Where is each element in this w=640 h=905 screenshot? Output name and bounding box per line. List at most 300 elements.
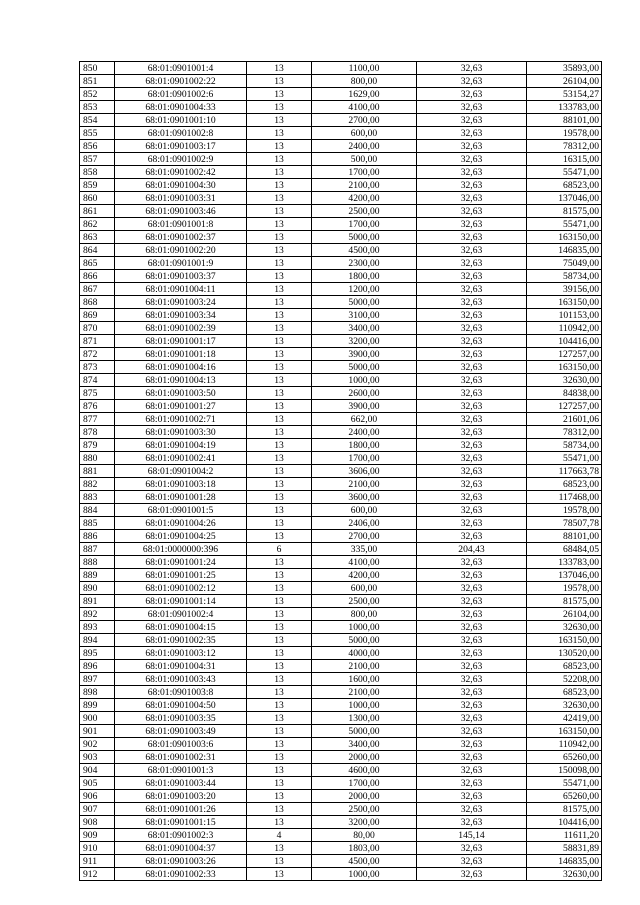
area-cell: 1800,00	[312, 439, 417, 452]
cadastral-number-cell: 68:01:0901002:3	[115, 829, 247, 842]
category-code-cell: 13	[247, 660, 312, 673]
value-cell: 11611,20	[527, 829, 602, 842]
category-code-cell: 13	[247, 296, 312, 309]
row-number-cell: 871	[80, 335, 115, 348]
table-row	[80, 725, 602, 738]
value-cell: 163150,00	[527, 296, 602, 309]
row-number-cell: 877	[80, 413, 115, 426]
cadastral-number-cell: 68:01:0901003:43	[115, 673, 247, 686]
rate-cell: 32,63	[417, 842, 527, 855]
rate-cell: 32,63	[417, 75, 527, 88]
area-cell: 2500,00	[312, 803, 417, 816]
cadastral-number-cell: 68:01:0901004:26	[115, 517, 247, 530]
table-row	[80, 491, 602, 504]
cadastral-number-cell: 68:01:0901001:3	[115, 764, 247, 777]
cadastral-number-cell: 68:01:0901003:24	[115, 296, 247, 309]
row-number-cell: 872	[80, 348, 115, 361]
area-cell: 80,00	[312, 829, 417, 842]
area-cell: 4100,00	[312, 101, 417, 114]
rate-cell: 32,63	[417, 478, 527, 491]
value-cell: 146835,00	[527, 244, 602, 257]
table-row	[80, 413, 602, 426]
value-cell: 55471,00	[527, 218, 602, 231]
rate-cell: 32,63	[417, 231, 527, 244]
category-code-cell: 13	[247, 270, 312, 283]
row-number-cell: 864	[80, 244, 115, 257]
rate-cell: 32,63	[417, 218, 527, 231]
row-number-cell: 861	[80, 205, 115, 218]
category-code-cell: 13	[247, 140, 312, 153]
category-code-cell: 13	[247, 88, 312, 101]
table-row	[80, 387, 602, 400]
cadastral-number-cell: 68:01:0901004:50	[115, 699, 247, 712]
rate-cell: 32,63	[417, 803, 527, 816]
rate-cell: 32,63	[417, 270, 527, 283]
rate-cell: 204,43	[417, 543, 527, 556]
rate-cell: 32,63	[417, 153, 527, 166]
category-code-cell: 13	[247, 738, 312, 751]
table-row	[80, 855, 602, 868]
cadastral-number-cell: 68:01:0901003:26	[115, 855, 247, 868]
category-code-cell: 13	[247, 309, 312, 322]
row-number-cell: 907	[80, 803, 115, 816]
category-code-cell: 13	[247, 478, 312, 491]
row-number-cell: 887	[80, 543, 115, 556]
value-cell: 117663,78	[527, 465, 602, 478]
value-cell: 133783,00	[527, 101, 602, 114]
area-cell: 4500,00	[312, 855, 417, 868]
category-code-cell: 13	[247, 387, 312, 400]
rate-cell: 32,63	[417, 114, 527, 127]
category-code-cell: 13	[247, 647, 312, 660]
value-cell: 163150,00	[527, 361, 602, 374]
category-code-cell: 13	[247, 127, 312, 140]
table-row	[80, 179, 602, 192]
cadastral-number-cell: 68:01:0901004:31	[115, 660, 247, 673]
rate-cell: 32,63	[417, 439, 527, 452]
rate-cell: 32,63	[417, 361, 527, 374]
table-row	[80, 465, 602, 478]
table-row	[80, 114, 602, 127]
area-cell: 1629,00	[312, 88, 417, 101]
row-number-cell: 866	[80, 270, 115, 283]
rate-cell: 32,63	[417, 751, 527, 764]
cadastral-number-cell: 68:01:0901002:35	[115, 634, 247, 647]
row-number-cell: 883	[80, 491, 115, 504]
cadastral-number-cell: 68:01:0901002:4	[115, 608, 247, 621]
table-row	[80, 153, 602, 166]
category-code-cell: 13	[247, 283, 312, 296]
rate-cell: 32,63	[417, 530, 527, 543]
row-number-cell: 863	[80, 231, 115, 244]
table-row	[80, 62, 602, 75]
table-row	[80, 439, 602, 452]
area-cell: 1700,00	[312, 218, 417, 231]
row-number-cell: 902	[80, 738, 115, 751]
row-number-cell: 868	[80, 296, 115, 309]
row-number-cell: 892	[80, 608, 115, 621]
category-code-cell: 13	[247, 231, 312, 244]
category-code-cell: 13	[247, 816, 312, 829]
table-row	[80, 842, 602, 855]
area-cell: 1300,00	[312, 712, 417, 725]
category-code-cell: 13	[247, 257, 312, 270]
table-row	[80, 738, 602, 751]
area-cell: 2400,00	[312, 426, 417, 439]
cadastral-number-cell: 68:01:0901004:15	[115, 621, 247, 634]
row-number-cell: 875	[80, 387, 115, 400]
category-code-cell: 13	[247, 842, 312, 855]
rate-cell: 32,63	[417, 465, 527, 478]
cadastral-number-cell: 68:01:0901002:20	[115, 244, 247, 257]
rate-cell: 32,63	[417, 790, 527, 803]
rate-cell: 32,63	[417, 88, 527, 101]
row-number-cell: 879	[80, 439, 115, 452]
category-code-cell: 13	[247, 218, 312, 231]
table-row	[80, 712, 602, 725]
table-row	[80, 348, 602, 361]
category-code-cell: 13	[247, 608, 312, 621]
row-number-cell: 910	[80, 842, 115, 855]
row-number-cell: 870	[80, 322, 115, 335]
area-cell: 600,00	[312, 582, 417, 595]
value-cell: 137046,00	[527, 569, 602, 582]
row-number-cell: 851	[80, 75, 115, 88]
value-cell: 58734,00	[527, 439, 602, 452]
category-code-cell: 13	[247, 348, 312, 361]
table-row	[80, 777, 602, 790]
area-cell: 4500,00	[312, 244, 417, 257]
value-cell: 19578,00	[527, 504, 602, 517]
rate-cell: 32,63	[417, 595, 527, 608]
value-cell: 75049,00	[527, 257, 602, 270]
cadastral-number-cell: 68:01:0901002:31	[115, 751, 247, 764]
cadastral-table	[79, 61, 602, 881]
row-number-cell: 911	[80, 855, 115, 868]
cadastral-number-cell: 68:01:0901002:41	[115, 452, 247, 465]
value-cell: 58831,89	[527, 842, 602, 855]
category-code-cell: 13	[247, 569, 312, 582]
area-cell: 1100,00	[312, 62, 417, 75]
cadastral-number-cell: 68:01:0901002:12	[115, 582, 247, 595]
category-code-cell: 13	[247, 465, 312, 478]
category-code-cell: 4	[247, 829, 312, 842]
rate-cell: 32,63	[417, 335, 527, 348]
area-cell: 2100,00	[312, 660, 417, 673]
row-number-cell: 891	[80, 595, 115, 608]
rate-cell: 32,63	[417, 569, 527, 582]
cadastral-number-cell: 68:01:0901002:22	[115, 75, 247, 88]
table-row	[80, 322, 602, 335]
row-number-cell: 904	[80, 764, 115, 777]
row-number-cell: 874	[80, 374, 115, 387]
row-number-cell: 889	[80, 569, 115, 582]
rate-cell: 32,63	[417, 244, 527, 257]
area-cell: 3900,00	[312, 400, 417, 413]
category-code-cell: 13	[247, 192, 312, 205]
cadastral-number-cell: 68:01:0901004:13	[115, 374, 247, 387]
cadastral-number-cell: 68:01:0901003:34	[115, 309, 247, 322]
category-code-cell: 13	[247, 699, 312, 712]
cadastral-number-cell: 68:01:0901003:8	[115, 686, 247, 699]
area-cell: 1700,00	[312, 166, 417, 179]
value-cell: 55471,00	[527, 166, 602, 179]
table-row	[80, 686, 602, 699]
area-cell: 5000,00	[312, 231, 417, 244]
rate-cell: 32,63	[417, 777, 527, 790]
cadastral-number-cell: 68:01:0901003:37	[115, 270, 247, 283]
category-code-cell: 13	[247, 205, 312, 218]
value-cell: 68523,00	[527, 660, 602, 673]
rate-cell: 32,63	[417, 699, 527, 712]
category-code-cell: 13	[247, 153, 312, 166]
rate-cell: 32,63	[417, 634, 527, 647]
category-code-cell: 13	[247, 400, 312, 413]
category-code-cell: 13	[247, 75, 312, 88]
value-cell: 68523,00	[527, 179, 602, 192]
category-code-cell: 13	[247, 62, 312, 75]
rate-cell: 32,63	[417, 413, 527, 426]
rate-cell: 32,63	[417, 101, 527, 114]
row-number-cell: 862	[80, 218, 115, 231]
value-cell: 137046,00	[527, 192, 602, 205]
category-code-cell: 13	[247, 361, 312, 374]
value-cell: 81575,00	[527, 595, 602, 608]
row-number-cell: 912	[80, 868, 115, 881]
value-cell: 127257,00	[527, 348, 602, 361]
row-number-cell: 869	[80, 309, 115, 322]
area-cell: 2100,00	[312, 179, 417, 192]
area-cell: 3100,00	[312, 309, 417, 322]
rate-cell: 32,63	[417, 582, 527, 595]
value-cell: 42419,00	[527, 712, 602, 725]
value-cell: 19578,00	[527, 582, 602, 595]
area-cell: 1600,00	[312, 673, 417, 686]
table-body	[80, 62, 602, 881]
cadastral-number-cell: 68:01:0901003:30	[115, 426, 247, 439]
area-cell: 3400,00	[312, 738, 417, 751]
area-cell: 5000,00	[312, 361, 417, 374]
row-number-cell: 896	[80, 660, 115, 673]
rate-cell: 32,63	[417, 673, 527, 686]
value-cell: 16315,00	[527, 153, 602, 166]
value-cell: 32630,00	[527, 699, 602, 712]
rate-cell: 32,63	[417, 374, 527, 387]
area-cell: 1803,00	[312, 842, 417, 855]
area-cell: 4600,00	[312, 764, 417, 777]
cadastral-number-cell: 68:01:0901001:15	[115, 816, 247, 829]
area-cell: 4000,00	[312, 647, 417, 660]
category-code-cell: 13	[247, 166, 312, 179]
row-number-cell: 882	[80, 478, 115, 491]
cadastral-number-cell: 68:01:0901001:5	[115, 504, 247, 517]
table-row	[80, 309, 602, 322]
rate-cell: 32,63	[417, 855, 527, 868]
area-cell: 2300,00	[312, 257, 417, 270]
table-row	[80, 88, 602, 101]
area-cell: 3900,00	[312, 348, 417, 361]
cadastral-number-cell: 68:01:0901003:12	[115, 647, 247, 660]
cadastral-number-cell: 68:01:0901004:11	[115, 283, 247, 296]
category-code-cell: 13	[247, 673, 312, 686]
cadastral-number-cell: 68:01:0901004:30	[115, 179, 247, 192]
rate-cell: 32,63	[417, 647, 527, 660]
cadastral-number-cell: 68:01:0901002:39	[115, 322, 247, 335]
area-cell: 600,00	[312, 127, 417, 140]
cadastral-number-cell: 68:01:0901001:10	[115, 114, 247, 127]
row-number-cell: 853	[80, 101, 115, 114]
value-cell: 78312,00	[527, 426, 602, 439]
rate-cell: 145,14	[417, 829, 527, 842]
table-row	[80, 699, 602, 712]
category-code-cell: 13	[247, 868, 312, 881]
row-number-cell: 878	[80, 426, 115, 439]
rate-cell: 32,63	[417, 816, 527, 829]
rate-cell: 32,63	[417, 556, 527, 569]
table-row	[80, 543, 602, 556]
category-code-cell: 13	[247, 413, 312, 426]
row-number-cell: 854	[80, 114, 115, 127]
rate-cell: 32,63	[417, 608, 527, 621]
value-cell: 55471,00	[527, 777, 602, 790]
table-row	[80, 218, 602, 231]
row-number-cell: 865	[80, 257, 115, 270]
category-code-cell: 13	[247, 777, 312, 790]
cadastral-number-cell: 68:01:0901002:33	[115, 868, 247, 881]
row-number-cell: 850	[80, 62, 115, 75]
table-row	[80, 283, 602, 296]
category-code-cell: 13	[247, 101, 312, 114]
value-cell: 81575,00	[527, 803, 602, 816]
cadastral-number-cell: 68:01:0901001:14	[115, 595, 247, 608]
table-row	[80, 829, 602, 842]
table-row	[80, 296, 602, 309]
cadastral-number-cell: 68:01:0901001:17	[115, 335, 247, 348]
value-cell: 26104,00	[527, 608, 602, 621]
category-code-cell: 13	[247, 114, 312, 127]
rate-cell: 32,63	[417, 322, 527, 335]
category-code-cell: 13	[247, 452, 312, 465]
table-row	[80, 608, 602, 621]
rate-cell: 32,63	[417, 712, 527, 725]
area-cell: 2000,00	[312, 790, 417, 803]
row-number-cell: 898	[80, 686, 115, 699]
cadastral-number-cell: 68:01:0901002:37	[115, 231, 247, 244]
area-cell: 5000,00	[312, 634, 417, 647]
cadastral-number-cell: 68:01:0901001:28	[115, 491, 247, 504]
row-number-cell: 888	[80, 556, 115, 569]
rate-cell: 32,63	[417, 686, 527, 699]
value-cell: 110942,00	[527, 738, 602, 751]
cadastral-number-cell: 68:01:0901002:9	[115, 153, 247, 166]
row-number-cell: 873	[80, 361, 115, 374]
cadastral-number-cell: 68:01:0901004:33	[115, 101, 247, 114]
value-cell: 163150,00	[527, 725, 602, 738]
rate-cell: 32,63	[417, 192, 527, 205]
rate-cell: 32,63	[417, 62, 527, 75]
category-code-cell: 13	[247, 335, 312, 348]
area-cell: 2400,00	[312, 140, 417, 153]
category-code-cell: 13	[247, 491, 312, 504]
table-row	[80, 673, 602, 686]
table-row	[80, 517, 602, 530]
row-number-cell: 876	[80, 400, 115, 413]
category-code-cell: 13	[247, 517, 312, 530]
area-cell: 500,00	[312, 153, 417, 166]
cadastral-number-cell: 68:01:0901004:19	[115, 439, 247, 452]
area-cell: 2600,00	[312, 387, 417, 400]
value-cell: 68523,00	[527, 686, 602, 699]
area-cell: 1000,00	[312, 699, 417, 712]
value-cell: 104416,00	[527, 816, 602, 829]
cadastral-number-cell: 68:01:0901001:4	[115, 62, 247, 75]
category-code-cell: 13	[247, 582, 312, 595]
area-cell: 2100,00	[312, 686, 417, 699]
value-cell: 81575,00	[527, 205, 602, 218]
value-cell: 88101,00	[527, 530, 602, 543]
value-cell: 104416,00	[527, 335, 602, 348]
value-cell: 52208,00	[527, 673, 602, 686]
row-number-cell: 867	[80, 283, 115, 296]
rate-cell: 32,63	[417, 140, 527, 153]
table-row	[80, 504, 602, 517]
row-number-cell: 856	[80, 140, 115, 153]
area-cell: 2406,00	[312, 517, 417, 530]
area-cell: 2000,00	[312, 751, 417, 764]
value-cell: 21601,06	[527, 413, 602, 426]
area-cell: 2700,00	[312, 530, 417, 543]
category-code-cell: 13	[247, 244, 312, 257]
table-row	[80, 244, 602, 257]
cadastral-number-cell: 68:01:0901002:71	[115, 413, 247, 426]
value-cell: 58734,00	[527, 270, 602, 283]
cadastral-number-cell: 68:01:0901004:37	[115, 842, 247, 855]
rate-cell: 32,63	[417, 660, 527, 673]
table-row	[80, 361, 602, 374]
rate-cell: 32,63	[417, 257, 527, 270]
table-row	[80, 75, 602, 88]
area-cell: 3200,00	[312, 816, 417, 829]
area-cell: 1000,00	[312, 374, 417, 387]
value-cell: 117468,00	[527, 491, 602, 504]
cadastral-number-cell: 68:01:0901002:6	[115, 88, 247, 101]
row-number-cell: 901	[80, 725, 115, 738]
cadastral-number-cell: 68:01:0901001:24	[115, 556, 247, 569]
row-number-cell: 893	[80, 621, 115, 634]
category-code-cell: 6	[247, 543, 312, 556]
value-cell: 130520,00	[527, 647, 602, 660]
area-cell: 4200,00	[312, 569, 417, 582]
value-cell: 163150,00	[527, 231, 602, 244]
cadastral-number-cell: 68:01:0901003:49	[115, 725, 247, 738]
cadastral-number-cell: 68:01:0901001:18	[115, 348, 247, 361]
value-cell: 26104,00	[527, 75, 602, 88]
value-cell: 32630,00	[527, 374, 602, 387]
rate-cell: 32,63	[417, 452, 527, 465]
value-cell: 110942,00	[527, 322, 602, 335]
value-cell: 65260,00	[527, 790, 602, 803]
table-row	[80, 140, 602, 153]
value-cell: 150098,00	[527, 764, 602, 777]
value-cell: 78312,00	[527, 140, 602, 153]
area-cell: 1800,00	[312, 270, 417, 283]
area-cell: 1000,00	[312, 868, 417, 881]
table-row	[80, 166, 602, 179]
rate-cell: 32,63	[417, 426, 527, 439]
cadastral-number-cell: 68:01:0901003:6	[115, 738, 247, 751]
cadastral-number-cell: 68:01:0901003:20	[115, 790, 247, 803]
cadastral-number-cell: 68:01:0901003:46	[115, 205, 247, 218]
